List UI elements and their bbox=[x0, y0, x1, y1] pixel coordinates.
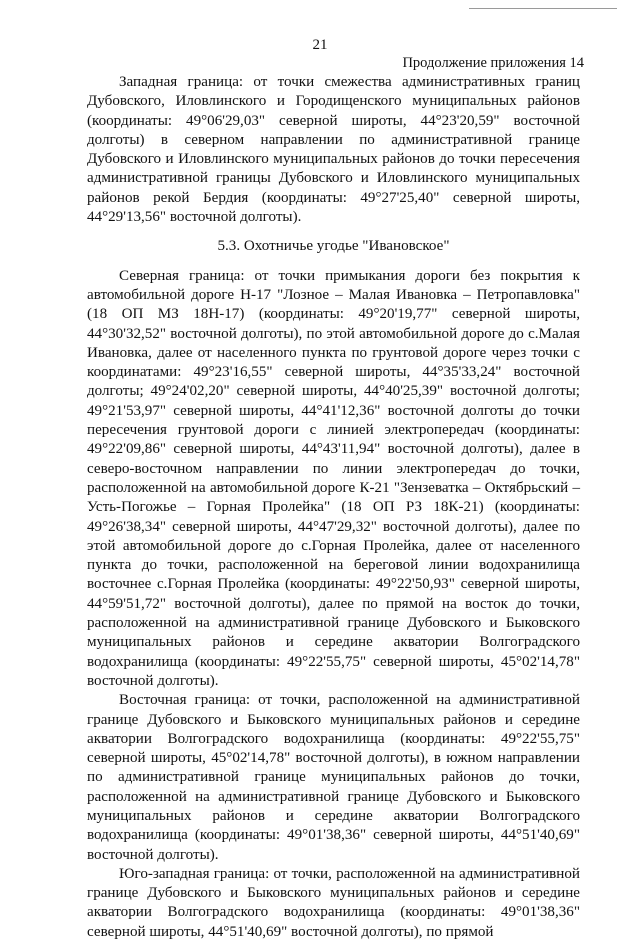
paragraph-southwest-border: Юго-западная граница: от точки, расположенной на административной границе Дубовского и Быковского муниципальных районов и середине акватории Волгоградского водохранилища (координаты: 49°01'38,36" северной широты, 44°51'40,69" восточной долготы), по прямой bbox=[87, 865, 580, 940]
section-title: 5.3. Охотничье угодье "Ивановское" bbox=[217, 238, 450, 255]
page-number: 21 bbox=[312, 37, 328, 53]
appendix-label: Продолжение приложения 14 bbox=[402, 55, 584, 71]
document-body bbox=[87, 73, 580, 942]
paragraph-east-border: Восточная граница: от точки, расположенной на административной границе Дубовского и Быковского муниципальных районов и середине акватории Волгоградского водохранилища (координаты: 49°22'55,75" северной широты, 45°02'14,78" восточной долготы), в южном направлении по административной границе муниципальных районов до точки, расположенной на административной границе Дубовского и Быковского муниципальных районов и середине акватории Волгоградского водохранилища (координаты: 49°01'38,36" северной широты, 44°51'40,69" восточной долготы). bbox=[87, 692, 580, 863]
paragraph-north-border: Северная граница: от точки примыкания дороги без покрытия к автомобильной дороге Н-17 "Лозное – Малая Ивановка – Петропавловка" (18 ОП МЗ 18Н-17) (координаты: 49°20'19,77" северной широты, 44°30'32,52" восточной долготы), по этой автомобильной дороге до с.Малая Ивановка, далее от населенного пункта по грунтовой дороге через точки с координатами: 49°23'16,55" северной широты, 44°35'33,24" восточной долготы; 49°24'02,20" северной широты, 44°40'25,39" восточной долготы; 49°21'53,97" северной широты, 44°41'12,36" восточной долготы до точки пересечения грунтовой дороги с линией электропередач (координаты: 49°22'09,86" северной широты, 44°43'11,94" восточной долготы), далее в северо-восточном направлении по линии электропередач до точки, расположенной на автомобильной дороге К-21 "Зензеватка – Октябрьский – Усть-Погожье – Горная Пролейка" (18 ОП РЗ 18К-21) (координаты: 49°26'38,34" северной широты, 44°47'29,32" восточной долготы), далее по этой автомобильной дороге до с.Горная Пролейка, далее от населенного пункта до точки, расположенной на береговой линии водохранилища восточнее с.Горная Пролейка (координаты: 49°22'50,93" северной широты, 44°59'51,72" восточной долготы), далее по прямой на восток до точки, расположенной на административной границе Дубовского и Быковского муниципальных районов и середине акватории Волгоградского водохранилища (координаты: 49°22'55,75" северной широты, 45°02'14,78" восточной долготы). bbox=[87, 267, 580, 689]
header-rule bbox=[469, 8, 617, 9]
paragraph-west-border: Западная граница: от точки смежества административных границ Дубовского, Иловлинского и Городищенского муниципальных районов (координаты: 49°06'29,03" северной широты, 44°23'20,59" восточной долготы) в северном направлении по административной границе Дубовского и Иловлинского муниципальных районов до точки пересечения административной границы Дубовского и Иловлинского муниципальных районов рекой Бердия (координаты: 49°27'25,40" северной широты, 44°29'13,56" восточной долготы). bbox=[87, 74, 580, 226]
